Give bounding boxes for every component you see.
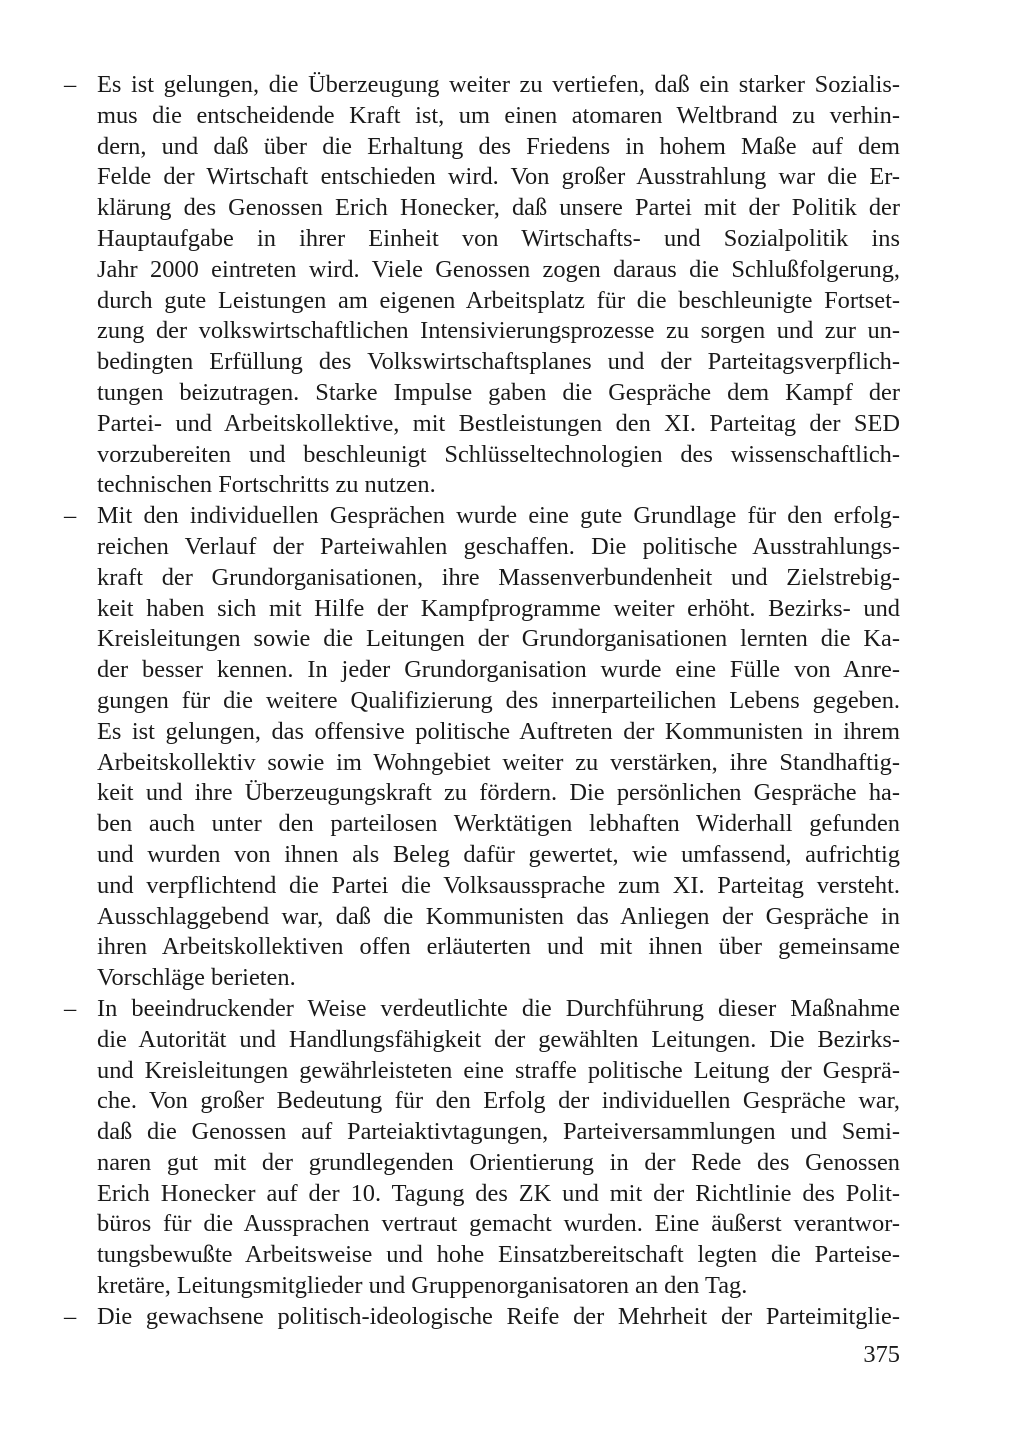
dash-marker: – [64,994,77,1022]
bullet-item-2 [64,501,900,994]
text-line: und verpflichtend die Partei die Volksaussprache zum XI. Parteitag versteht. [97,871,900,899]
text-line: Die gewachsene politisch-ideologische Reife der Mehrheit der Parteimitglie- [97,1302,900,1330]
text-line: tungen beizutragen. Starke Impulse gaben die Gespräche dem Kampf der [97,378,900,406]
text-line: Jahr 2000 eintreten wird. Viele Genossen zogen daraus die Schlußfolgerung, [97,255,900,283]
dash-marker: – [64,1302,77,1330]
text-line: tungsbewußte Arbeitsweise und hohe Einsatzbereitschaft legten die Parteise- [97,1241,900,1269]
text-line: Kreisleitungen sowie die Leitungen der Grundorganisationen lernten die Ka- [97,625,900,653]
text-line: die Autorität und Handlungsfähigkeit der gewählten Leitungen. Die Bezirks- [97,1025,900,1053]
text-line: Es ist gelungen, die Überzeugung weiter zu vertiefen, daß ein starker Sozialis- [97,71,900,98]
page-number: 375 [863,1341,900,1368]
text-line: vorzubereiten und beschleunigt Schlüsseltechnologien des wissenschaftlich- [97,440,900,468]
text-line: technischen Fortschritts zu nutzen. [97,471,436,499]
text-line: Es ist gelungen, das offensive politische Auftreten der Kommunisten in ihrem [97,717,900,745]
page-body-text [64,70,900,1333]
text-line: klärung des Genossen Erich Honecker, daß unsere Partei mit der Politik der [97,194,900,222]
text-line: zung der volkswirtschaftlichen Intensivierungsprozesse zu sorgen und zur un- [97,317,900,345]
text-line: und wurden von ihnen als Beleg dafür gewertet, wie umfassend, aufrichtig [97,840,900,868]
text-line: keit haben sich mit Hilfe der Kampfprogramme weiter erhöht. Bezirks- und [97,594,900,622]
text-line: daß die Genossen auf Parteiaktivtagungen, Parteiversammlungen und Semi- [97,1118,900,1146]
text-line: reichen Verlauf der Parteiwahlen geschaffen. Die politische Ausstrahlungs- [97,532,900,560]
text-line: Mit den individuellen Gesprächen wurde eine gute Grundlage für den erfolg- [97,502,900,530]
text-line: che. Von großer Bedeutung für den Erfolg der individuellen Gespräche war, [97,1087,900,1115]
dash-marker: – [64,502,77,530]
text-line: Erich Honecker auf der 10. Tagung des ZK und mit der Richtlinie des Polit- [97,1179,900,1207]
text-line: der besser kennen. In jeder Grundorganisation wurde eine Fülle von Anre- [97,656,900,684]
text-line: naren gut mit der grundlegenden Orientierung in der Rede des Genossen [97,1148,900,1176]
text-line: ihren Arbeitskollektiven offen erläuterten und mit ihnen über gemeinsame [97,933,900,961]
text-line: keit und ihre Überzeugungskraft zu fördern. Die persönlichen Gespräche ha- [97,779,900,807]
text-line: Vorschläge berieten. [97,964,296,992]
text-line: gungen für die weitere Qualifizierung des innerparteilichen Lebens gegeben. [97,686,900,714]
text-line: mus die entscheidende Kraft ist, um einen atomaren Weltbrand zu verhin- [97,101,900,129]
bullet-item-4 [64,1302,900,1333]
text-line: Arbeitskollektiv sowie im Wohngebiet weiter zu verstärken, ihre Standhaftig- [97,748,900,776]
text-line: kretäre, Leitungsmitglieder und Gruppenorganisatoren an den Tag. [97,1272,748,1300]
text-line: Partei- und Arbeitskollektive, mit Bestleistungen den XI. Parteitag der SED [97,409,900,437]
bullet-item-1 [64,70,900,501]
text-line: ben auch unter den parteilosen Werktätigen lebhaften Widerhall gefunden [97,810,900,838]
text-line: Hauptaufgabe in ihrer Einheit von Wirtschafts- und Sozialpolitik ins [97,224,900,252]
text-line: Ausschlaggebend war, daß die Kommunisten das Anliegen der Gespräche in [97,902,900,930]
text-line: bedingten Erfüllung des Volkswirtschaftsplanes und der Parteitagsverpflich- [97,348,900,376]
text-line: In beeindruckender Weise verdeutlichte die Durchführung dieser Maßnahme [97,994,900,1022]
bullet-item-3 [64,994,900,1302]
dash-marker: – [64,71,77,98]
text-line: und Kreisleitungen gewährleisteten eine straffe politische Leitung der Gesprä- [97,1056,900,1084]
text-line: büros für die Aussprachen vertraut gemacht wurden. Eine äußerst verantwor- [97,1210,900,1238]
text-line: Felde der Wirtschaft entschieden wird. Von großer Ausstrahlung war die Er- [97,163,900,191]
text-line: dern, und daß über die Erhaltung des Friedens in hohem Maße auf dem [97,132,900,160]
text-line: kraft der Grundorganisationen, ihre Massenverbundenheit und Zielstrebig- [97,563,900,591]
text-line: durch gute Leistungen am eigenen Arbeitsplatz für die beschleunigte Fortset- [97,286,900,314]
